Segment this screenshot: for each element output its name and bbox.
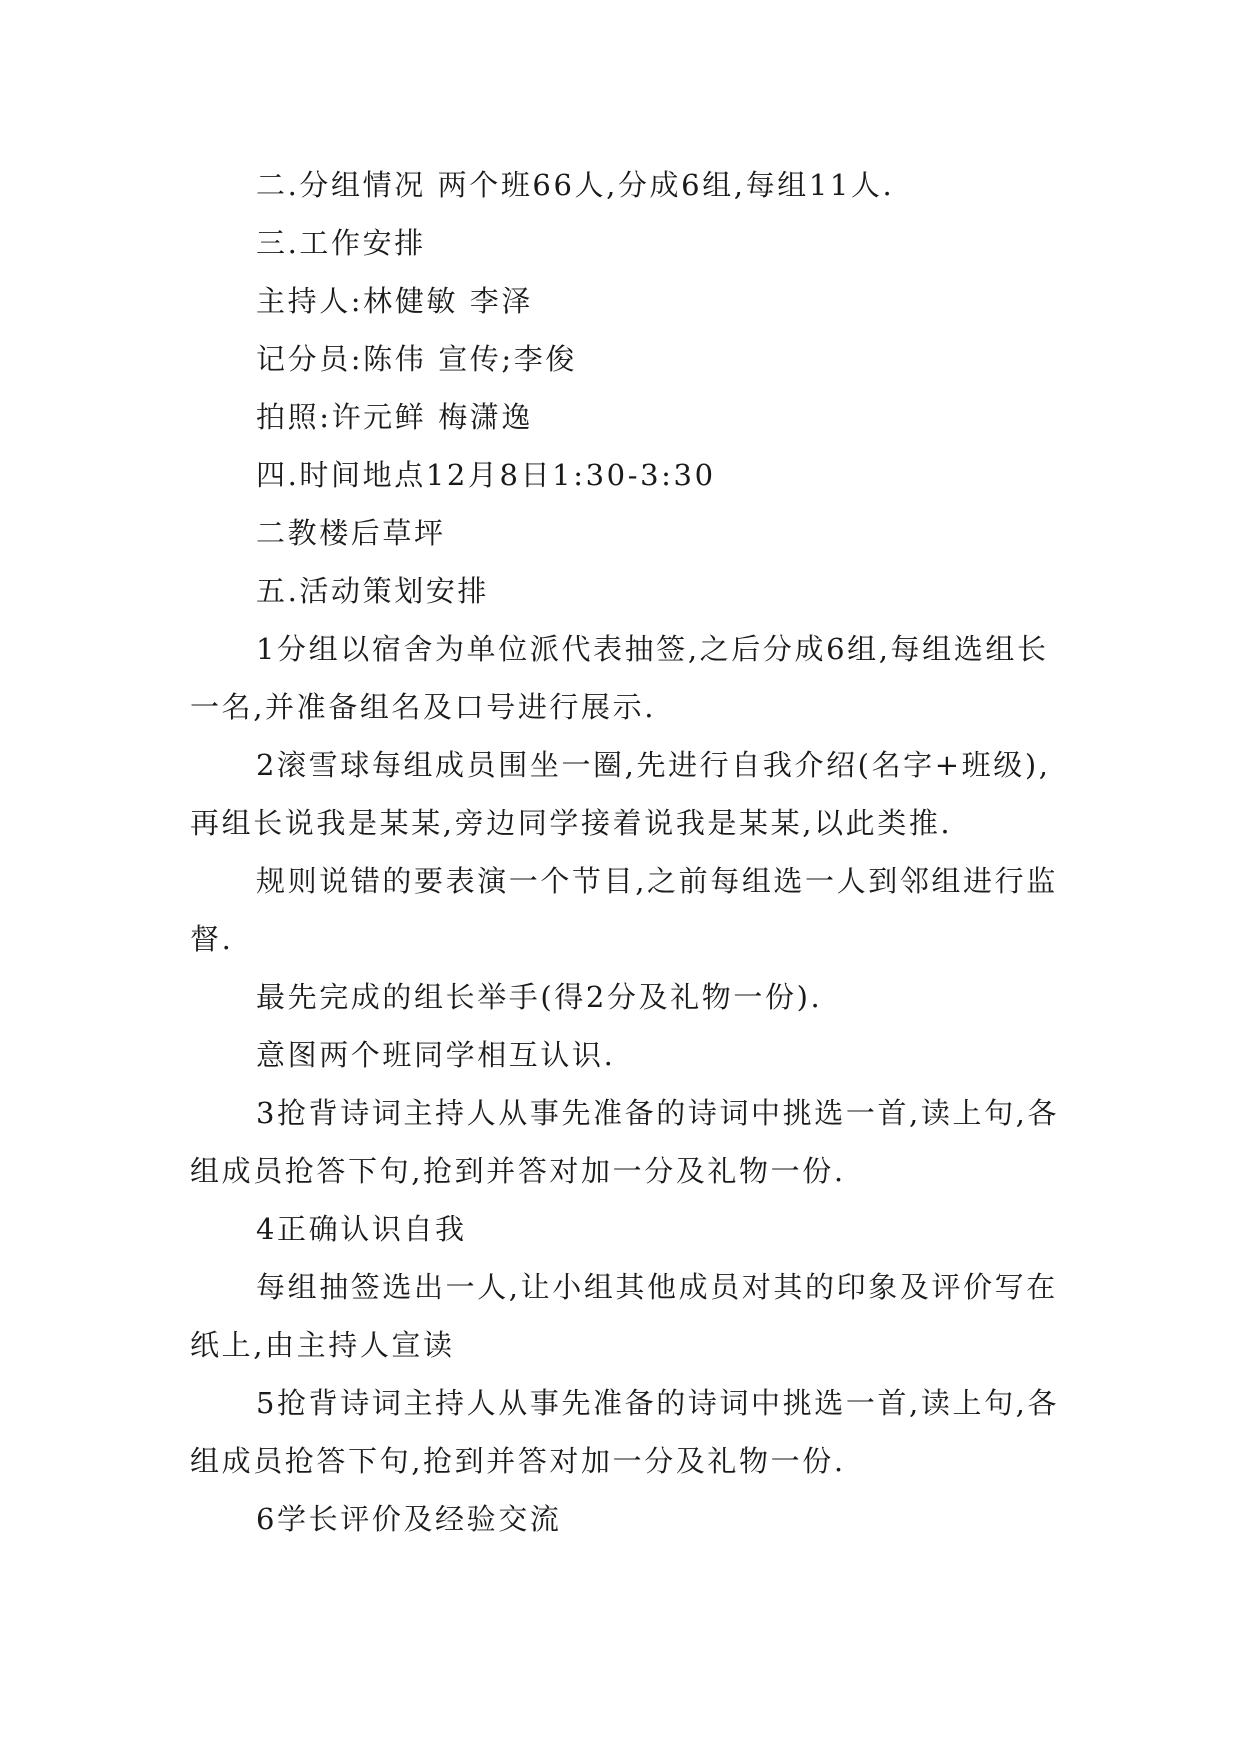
paragraph-time: 四.时间地点12月8日1:30-3:30 <box>256 458 716 492</box>
paragraph-photographer: 拍照:许元鲜 梅潇逸 <box>256 400 533 434</box>
paragraph-step-3: 3抢背诗词主持人从事先准备的诗词中挑选一首,读上句,各组成员抢答下句,抢到并答对加一分及礼物一份. <box>190 1096 1060 1188</box>
paragraph-work-arrangement-heading: 三.工作安排 <box>256 226 426 260</box>
paragraph-first-finish: 最先完成的组长举手(得2分及礼物一份). <box>256 980 823 1014</box>
paragraph-plan-heading: 五.活动策划安排 <box>256 574 490 608</box>
paragraph-step-6: 6学长评价及经验交流 <box>256 1502 562 1536</box>
paragraph-grouping: 二.分组情况 两个班66人,分成6组,每组11人. <box>256 168 895 202</box>
paragraph-intent: 意图两个班同学相互认识. <box>256 1038 616 1072</box>
paragraph-step-4-detail: 每组抽签选出一人,让小组其他成员对其的印象及评价写在纸上,由主持人宣读 <box>190 1270 1058 1362</box>
paragraph-location: 二教楼后草坪 <box>256 516 446 550</box>
paragraph-rules: 规则说错的要表演一个节目,之前每组选一人到邻组进行监督. <box>190 864 1058 956</box>
paragraph-step-4: 4正确认识自我 <box>256 1212 467 1246</box>
paragraph-scorekeeper: 记分员:陈伟 宣传;李俊 <box>256 342 577 376</box>
paragraph-host: 主持人:林健敏 李泽 <box>256 284 533 318</box>
paragraph-step-1: 1分组以宿舍为单位派代表抽签,之后分成6组,每组选组长一名,并准备组名及口号进行展示. <box>190 632 1049 724</box>
paragraph-step-5: 5抢背诗词主持人从事先准备的诗词中挑选一首,读上句,各组成员抢答下句,抢到并答对加一分及礼物一份. <box>190 1386 1060 1478</box>
document-body <box>190 156 1070 1548</box>
paragraph-step-2: 2滚雪球每组成员围坐一圈,先进行自我介绍(名字+班级),再组长说我是某某,旁边同学接着说我是某某,以此类推. <box>190 748 1051 840</box>
